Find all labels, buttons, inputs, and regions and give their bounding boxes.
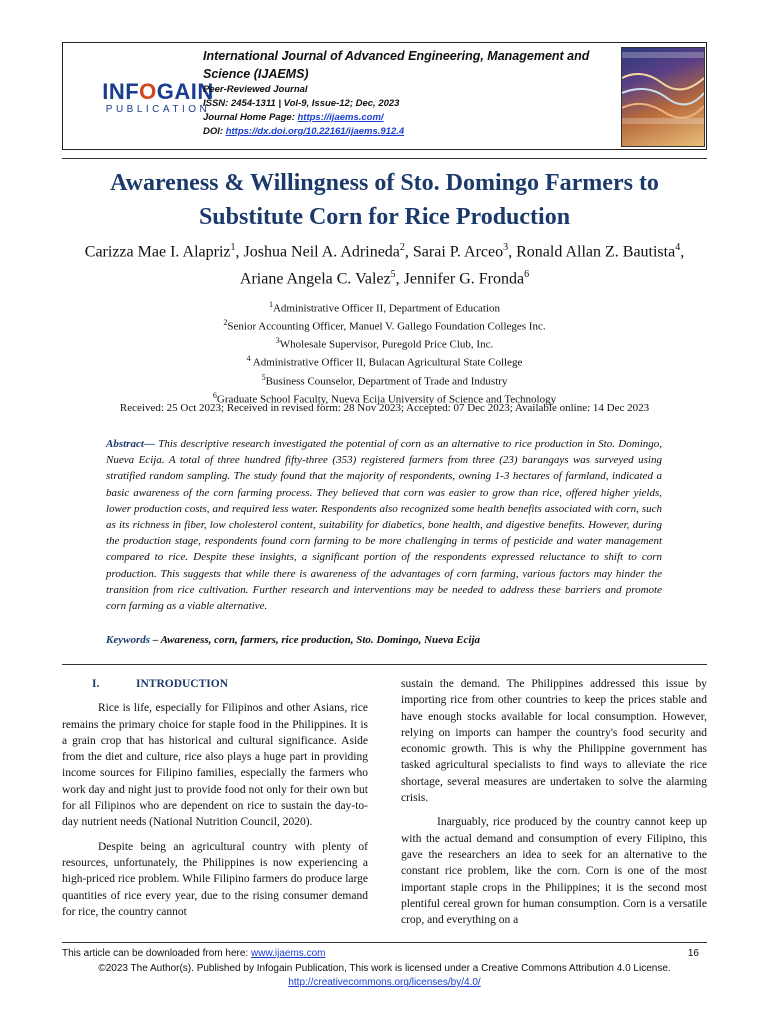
license-notice: ©2023 The Author(s). Published by Infogain Publication, This work is licensed under a Creative Commons Attribution 4.0 License. http://creativecommons.org/licenses/by/4.0/	[98, 963, 671, 988]
author-name: Jennifer G. Fronda	[403, 270, 525, 288]
author-affiliation-mark: 2	[399, 242, 405, 253]
author-name: Carizza Mae I. Alapriz	[84, 243, 231, 261]
journal-header	[62, 42, 707, 150]
doi-link[interactable]: https://dx.doi.org/10.22161/ijaems.912.4	[225, 126, 405, 137]
footer-divider	[62, 942, 707, 943]
author-name: Ronald Allan Z. Bautista	[516, 243, 676, 261]
paragraph: Rice is life, especially for Filipinos and other Asians, rice remains the primary choice for staple food in the Philippines. It is a grain crop that has historical and cultural significance. Aside from the diet and culture, rice also plays a huge part in providing income sources for Filipino families, especially the farmers who work day and night just to provide food not only for their own but for all Filipinos who are dependent on rice to sustain the day-to-day nutrient needs (National Nutrition Council, 2020).	[62, 702, 368, 829]
home-page-line: Journal Home Page: https://ijaems.com/	[203, 112, 384, 123]
author-affiliation-mark: 4	[675, 242, 681, 253]
paragraph: Inarguably, rice produced by the country cannot keep up with the actual demand and consumption of every Filipino, this gave the researchers an idea to seek for an alternative to the constant rice problem, like the corn. Corn is one of the most important staple crops in the Philippines; it is the second most plentiful cereal grown for human consumption. Corn is a versatile crop, and everything on a	[401, 816, 707, 927]
doi-line: DOI: https://dx.doi.org/10.22161/ijaems.912.4	[203, 126, 405, 137]
cover-artwork-icon	[622, 48, 704, 146]
paragraph: Despite being an agricultural country with plenty of resources, unfortunately, the Philippines is now experiencing a high-priced rice problem. While Filipino farmers do produce large quantities of rice every year, due to the rising consumer demand for rice, the country cannot	[62, 840, 368, 918]
abstract-label: Abstract	[106, 438, 144, 450]
issn-line: ISSN: 2454-1311 | Vol-9, Issue-12; Dec, 2023	[203, 98, 400, 109]
abstract: Abstract— This descriptive research investigated the potential of corn as an alternative to rice production in Sto. Domingo, Nueva Ecija. A total of three hundred fifty-three (353) registered farmers from three (23) barangays was surveyed using stratified random sampling. The study found that the majority of respondents, owning 1-3 hectares of farmland, indicated a basic awareness of the corn farming process. They believed that corn was easier to grow than rice, offered higher yields, lower production costs, and required less water. Respondents also recognized some health benefits associated with corn, such as its richness in fiber, low cholesterol content, suitability for diabetics, bone health, and digestive benefits. However, during the production stage, respondents found corn farming to be more challenging in terms of pesticide and water management compared to rice. Despite these insights, a significant portion of the respondents expressed reluctance to shift to corn production. This suggests that while there is awareness of the advantages of corn farming, various factors may hinder the transition from rice cultivation. Further research and interventions may be needed to address these barriers and promote corn farming as a viable alternative.	[106, 438, 662, 613]
download-link[interactable]: www.ijaems.com	[251, 948, 326, 959]
abstract-text: This descriptive research investigated the potential of corn as an alternative to rice production in Sto. Domingo, Nueva Ecija. A total of three hundred fifty-three (353) registered farmers from three (23) barangays was surveyed using stratified random sampling. The study found that the majority of respondents, owning 1-3 hectares of farmland, indicated a basic awareness of the corn farming process. They believed that corn was easier to grow than rice, offered higher yields, lower production costs, and required less water. Respondents also recognized some health benefits associated with corn, such as its richness in fiber, low cholesterol content, suitability for diabetics, bone health, and digestive benefits. However, during the production stage, respondents found corn farming to be more challenging in terms of pesticide and water management compared to rice. Despite these insights, a significant portion of the respondents expressed reluctance to shift to corn production. This suggests that while there is awareness of the advantages of corn farming, various factors may hinder the transition from rice cultivation. Further research and interventions may be needed to address these barriers and promote corn farming as a viable alternative.	[106, 438, 662, 613]
paragraph: sustain the demand. The Philippines addressed this issue by importing rice from other countries to keep the prices stable and have enough stocks available for local consumption. However, relying on imports can hamper the country's food security and economic growth. This is why the Philippine government has tasked agricultural specialists to find ways to alleviate the rice shortage, several measures are undertaken to solve the alarming crisis.	[401, 678, 707, 805]
keywords	[106, 634, 662, 646]
keywords-label: Keywords	[106, 634, 150, 646]
body-right-column	[401, 676, 707, 928]
affiliation-item: $^4$ Administrative Officer II, Bulacan Agricultural State College	[246, 354, 523, 370]
journal-title: International Journal of Advanced Engineering, Management and Science (IJAEMS)	[203, 49, 590, 81]
page-number: 16	[687, 948, 699, 959]
author-name: Joshua Neil A. Adrineda	[243, 243, 400, 261]
peer-reviewed-label: Peer-Reviewed Journal	[203, 84, 308, 95]
abstract-divider	[62, 664, 707, 665]
affiliation-item: $^6$Graduate School Faculty, Nueva Ecija University of Science and Technology	[212, 390, 557, 406]
author-list: Carizza Mae I. Alapriz$^1$, Joshua Neil A. Adrineda$^2$, Sarai P. Arceo$^3$, Ronald Allan Z. Bautista$^4$, Ariane Angela C. Valez$^5$, Jennifer G. Fronda$^6$	[84, 242, 685, 288]
author-affiliation-mark: 6	[524, 269, 530, 281]
author-name: Ariane Angela C. Valez	[239, 270, 391, 288]
publication-dates: Received: 25 Oct 2023; Received in revised form: 28 Nov 2023; Accepted: 07 Dec 2023; Available online: 14 Dec 2023	[119, 402, 650, 414]
affiliation-list	[62, 298, 707, 407]
journal-info	[203, 47, 603, 139]
affiliation-item: $^5$Business Counselor, Department of Trade and Industry	[261, 372, 508, 388]
header-divider	[62, 158, 707, 159]
affiliation-item: $^2$Senior Accounting Officer, Manuel V. Gallego Foundation Colleges Inc.	[223, 318, 546, 333]
journal-cover-image	[621, 47, 705, 147]
keywords-text: – Awareness, corn, farmers, rice production, Sto. Domingo, Nueva Ecija	[150, 634, 481, 646]
publisher-logo: INFOGAIN PUBLICATION	[102, 79, 214, 115]
author-affiliation-mark: 5	[390, 269, 396, 281]
section-heading: I. INTRODUCTION	[92, 678, 229, 690]
author-name: Sarai P. Arceo	[412, 243, 504, 261]
home-page-link[interactable]: https://ijaems.com/	[297, 112, 384, 123]
affiliation-item: $^3$Wholesale Supervisor, Puregold Price Club, Inc.	[275, 336, 494, 351]
author-affiliation-mark: 1	[230, 242, 236, 253]
author-affiliation-mark: 3	[503, 242, 509, 253]
body-left-column	[62, 676, 368, 920]
paper-title: Awareness & Willingness of Sto. Domingo Farmers to Substitute Corn for Rice Production	[110, 170, 659, 230]
license-link[interactable]: http://creativecommons.org/licenses/by/4.0/	[288, 977, 481, 988]
affiliation-item: $^1$Administrative Officer II, Department of Education	[268, 300, 501, 315]
